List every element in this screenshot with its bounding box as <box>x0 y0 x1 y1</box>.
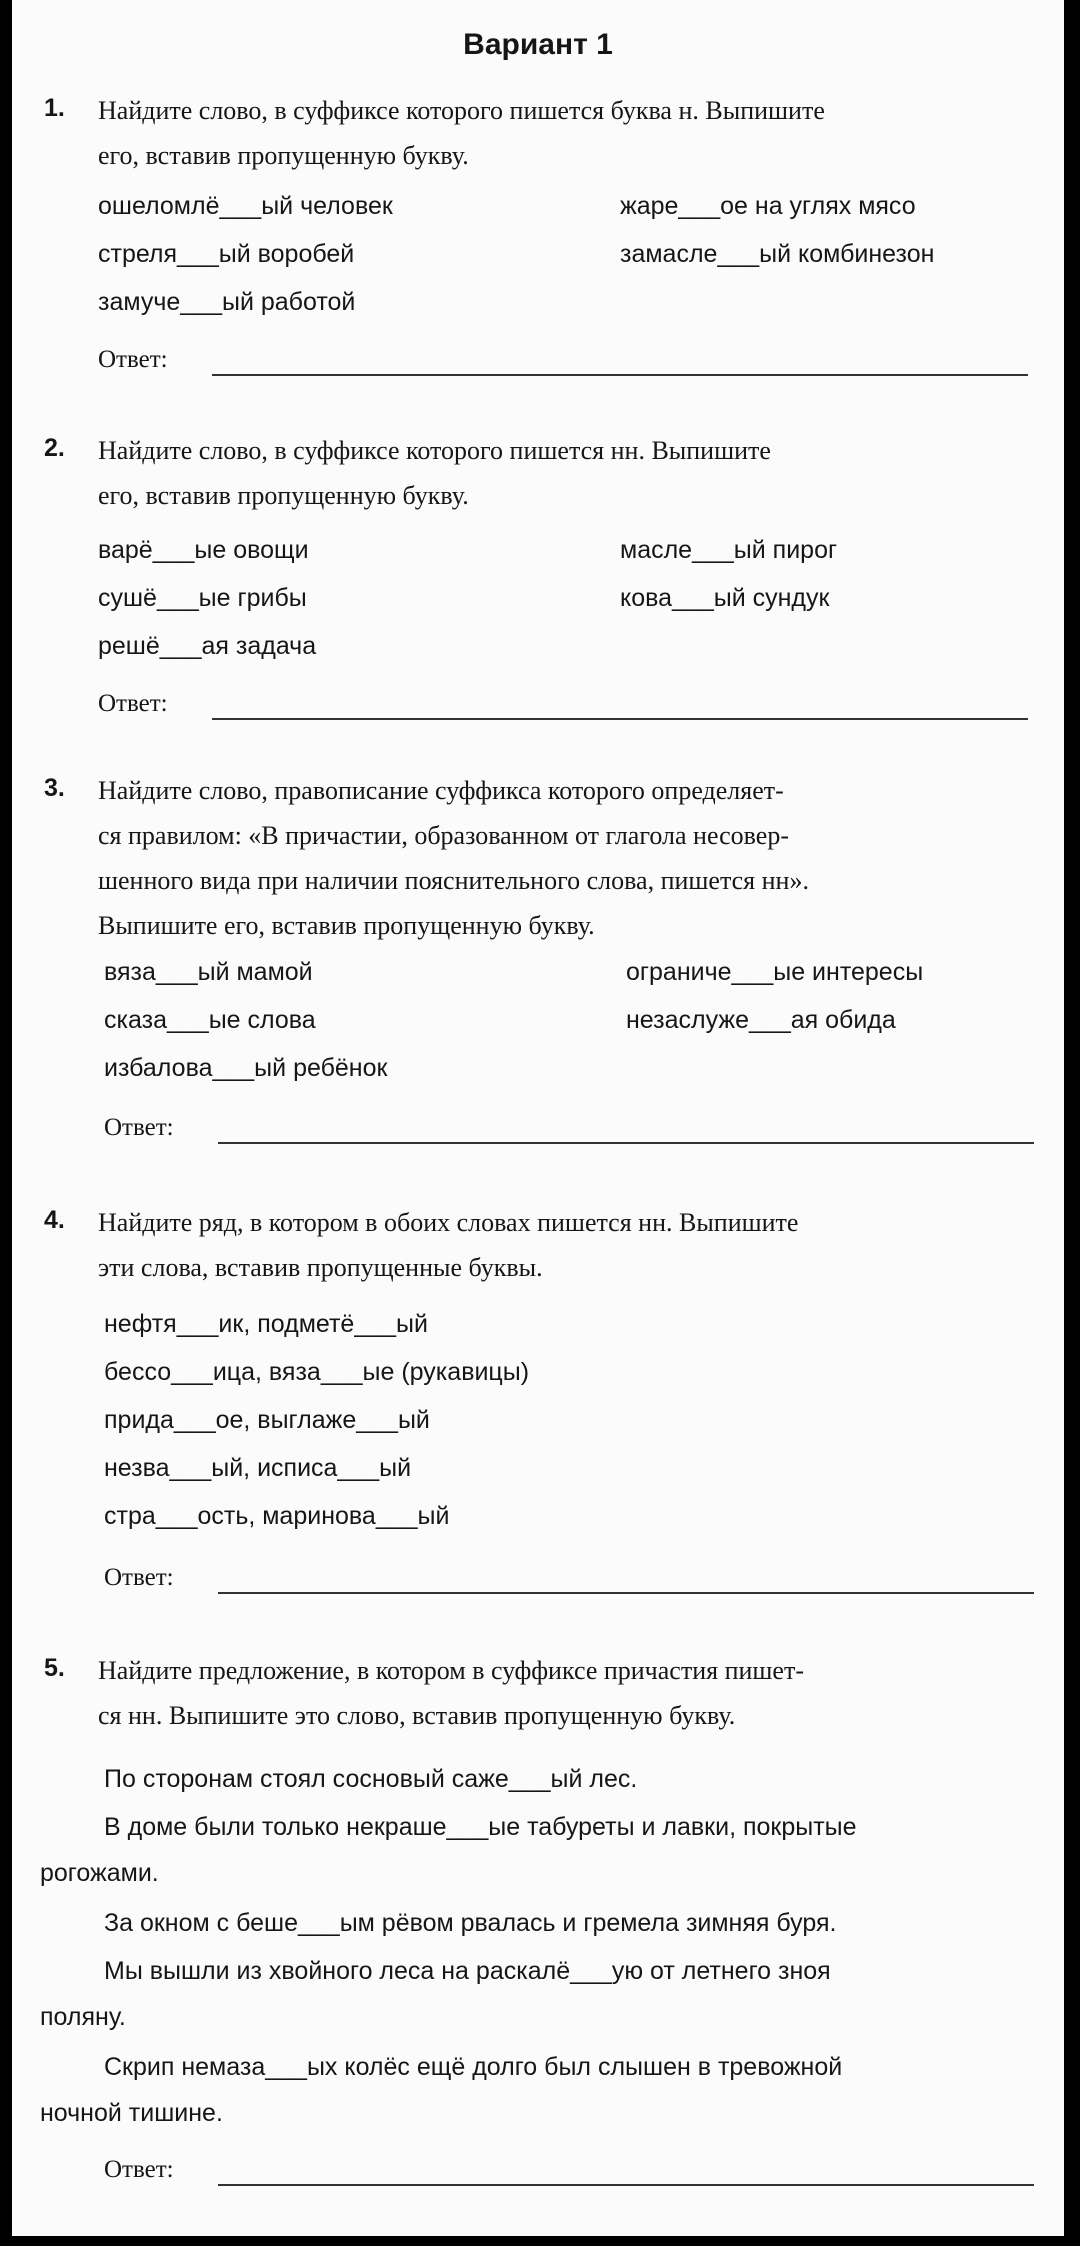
task-question: Найдите слово, в суффиксе которого пишется буква н. Выпишите его, вставив пропущенную букву. <box>98 96 825 170</box>
worksheet-page <box>12 0 1064 2236</box>
sentence-item: Скрип немаза___ых колёс ещё долго был слышен в тревожной ночной тишине. <box>40 2053 843 2127</box>
answer-field[interactable] <box>104 1114 1034 1148</box>
answer-field[interactable] <box>98 690 1028 724</box>
answer-label: Ответ: <box>98 690 168 717</box>
answer-field[interactable] <box>104 1564 1034 1598</box>
word-item: жаре___ое на углях мясо <box>620 192 916 220</box>
sentence-item: В доме были только некраше___ые табуреты и лавки, покрытые рогожами. <box>40 1813 857 1887</box>
answer-line[interactable] <box>212 374 1028 376</box>
task-number: 3. <box>44 774 65 802</box>
word-item: сушё___ые грибы <box>98 584 307 612</box>
word-item: ошеломлё___ый человек <box>98 192 393 220</box>
word-item: сказа___ые слова <box>104 1006 316 1034</box>
answer-line[interactable] <box>212 718 1028 720</box>
answer-field[interactable] <box>104 2156 1034 2190</box>
page-title: Вариант 1 <box>463 28 613 61</box>
word-item: кова___ый сундук <box>620 584 830 612</box>
answer-line[interactable] <box>218 1142 1034 1144</box>
word-item: избалова___ый ребёнок <box>104 1054 388 1082</box>
word-item: вяза___ый мамой <box>104 958 313 986</box>
task-number: 1. <box>44 94 65 122</box>
word-item: незва___ый, исписа___ый <box>104 1454 412 1482</box>
sentence-item: Мы вышли из хвойного леса на раскалё___ую от летнего зноя поляну. <box>40 1957 831 2031</box>
word-item: замуче___ый работой <box>98 288 356 316</box>
task-number: 2. <box>44 434 65 462</box>
word-item: нефтя___ик, подметё___ый <box>104 1310 428 1338</box>
word-item: незаслуже___ая обида <box>626 1006 896 1034</box>
word-item: варё___ые овощи <box>98 536 309 564</box>
answer-line[interactable] <box>218 2184 1034 2186</box>
answer-label: Ответ: <box>104 1114 174 1141</box>
word-item: стра___ость, маринова___ый <box>104 1502 450 1530</box>
answer-line[interactable] <box>218 1592 1034 1594</box>
answer-label: Ответ: <box>104 1564 174 1591</box>
task-question: Найдите ряд, в котором в обоих словах пишется нн. Выпишите эти слова, вставив пропущенные буквы. <box>98 1208 799 1282</box>
sentence-item: За окном с беше___ым рёвом рвалась и гремела зимняя буря. <box>104 1909 837 1937</box>
word-item: замасле___ый комбинезон <box>620 240 935 268</box>
word-item: решё___ая задача <box>98 632 317 660</box>
task-question: Найдите предложение, в котором в суффиксе причастия пишет- ся нн. Выпишите это слово, вставив пропущенную букву. <box>98 1656 804 1730</box>
answer-label: Ответ: <box>104 2156 174 2183</box>
task-question: Найдите слово, в суффиксе которого пишется нн. Выпишите его, вставив пропущенную букву. <box>98 436 771 510</box>
word-item: бессо___ица, вяза___ые (рукавицы) <box>104 1358 530 1386</box>
task-number: 5. <box>44 1654 65 1682</box>
word-item: ограниче___ые интересы <box>626 958 924 986</box>
answer-field[interactable] <box>98 346 1028 380</box>
answer-label: Ответ: <box>98 346 168 373</box>
word-item: масле___ый пирог <box>620 536 838 564</box>
task-number: 4. <box>44 1206 65 1234</box>
word-item: прида___ое, выглаже___ый <box>104 1406 430 1434</box>
sentence-item: По сторонам стоял сосновый саже___ый лес. <box>104 1765 638 1793</box>
word-item: стреля___ый воробей <box>98 240 355 268</box>
task-question: Найдите слово, правописание суффикса которого определяет- ся правилом: «В причастии, образованном от глагола несовер- шенного вида при наличии пояснительного слова, пишется нн». Выпишите его, вставив пропущенную букву. <box>98 776 809 940</box>
